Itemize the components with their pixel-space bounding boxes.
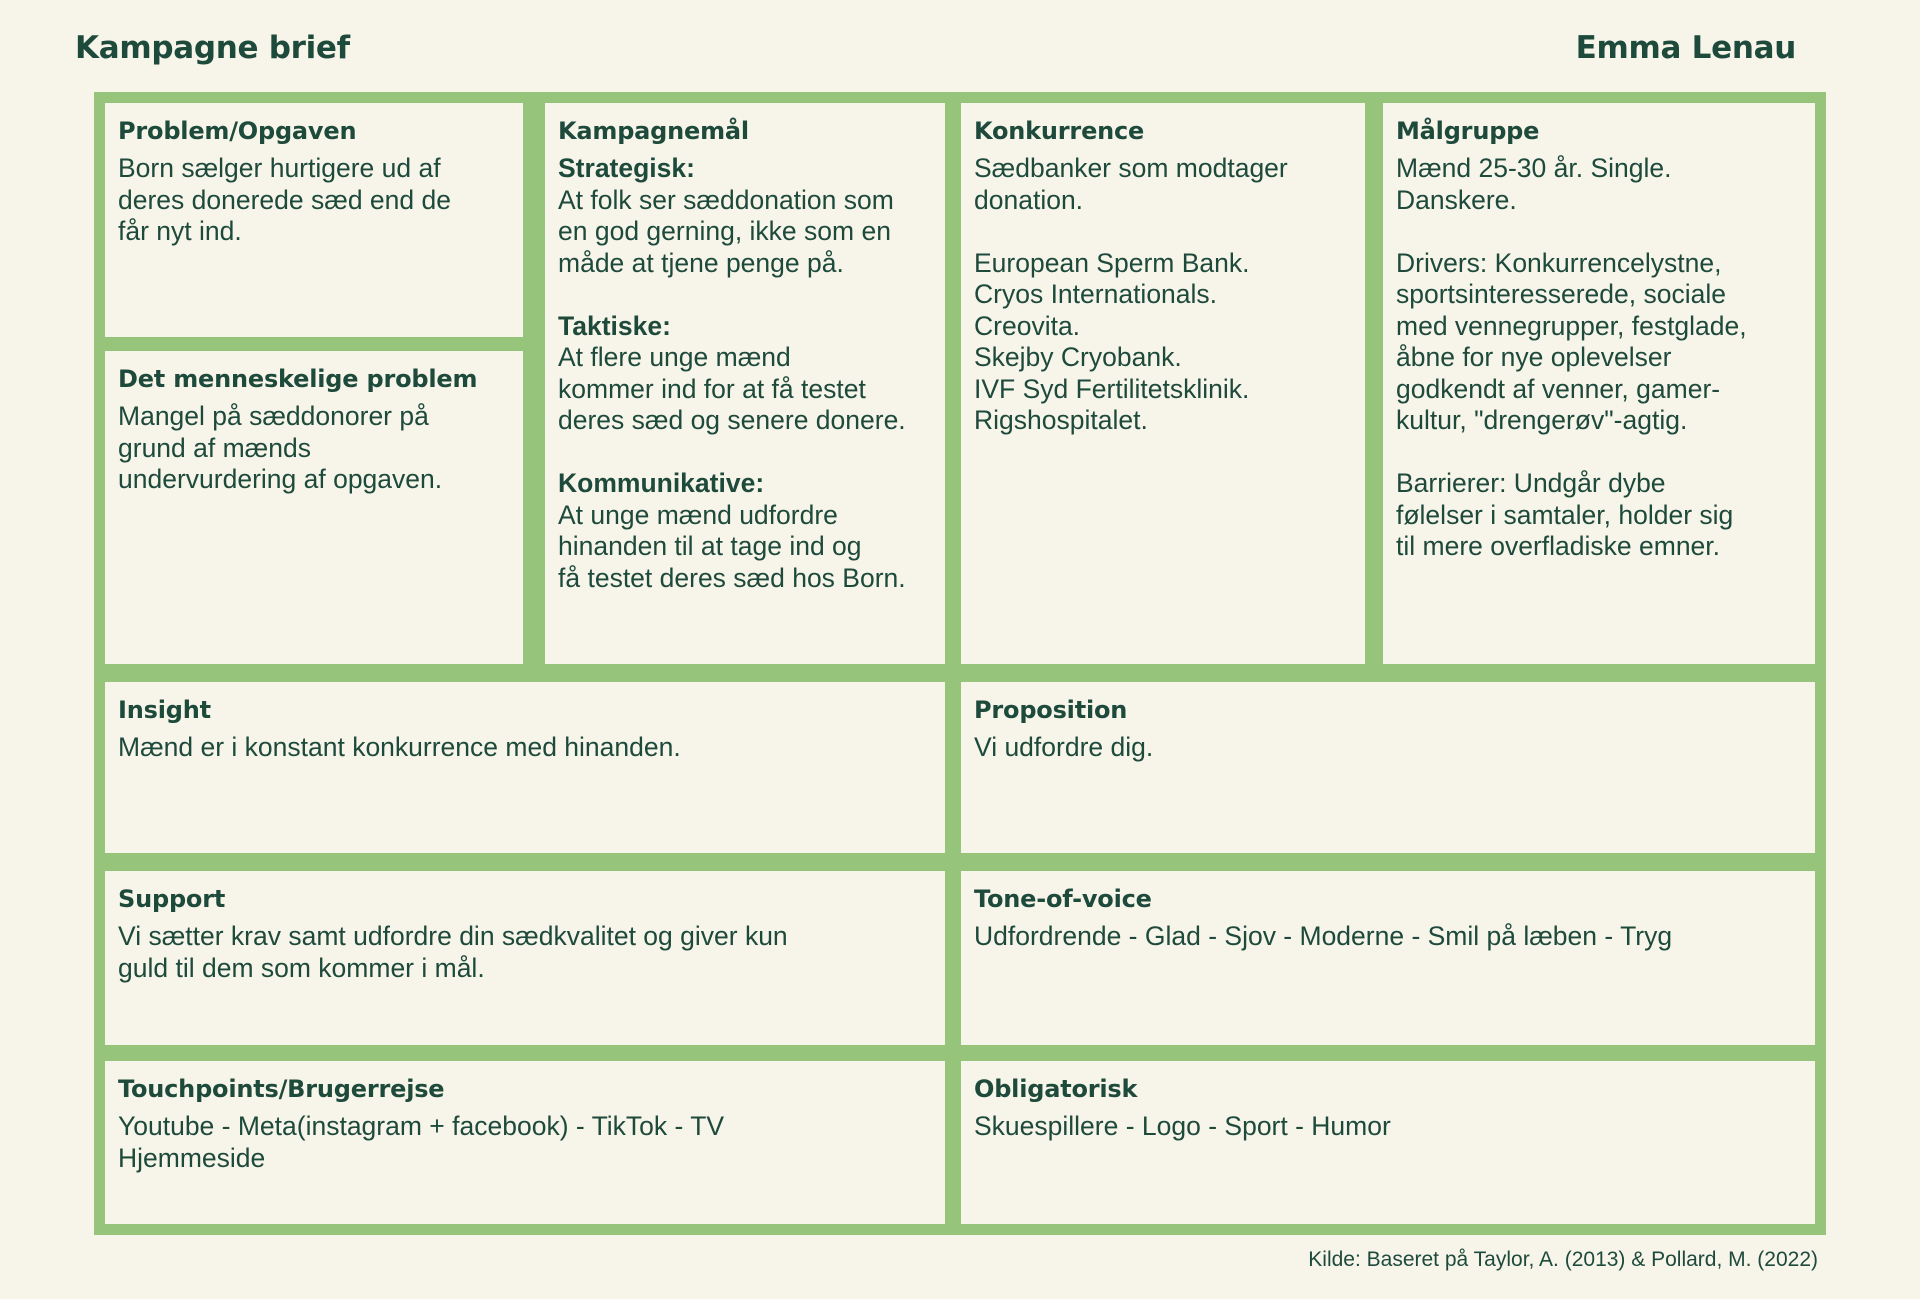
communicative-label: Kommunikative: — [558, 468, 765, 498]
mandatory-heading: Obligatorisk — [974, 1075, 1138, 1103]
problem-text: Born sælger hurtigere ud af deres donerede sæd end de får nyt ind. — [118, 153, 451, 246]
target-heading: Målgruppe — [1396, 117, 1540, 145]
tone-text: Udfordrende - Glad - Sjov - Moderne - Smil på læben - Tryg — [974, 921, 1673, 951]
goals-heading: Kampagnemål — [558, 117, 749, 145]
tactical-label: Taktiske: — [558, 310, 671, 341]
human-problem-text: Mangel på sæddonorer på grund af mænds undervurdering af opgaven. — [118, 401, 443, 494]
author-name: Emma Lenau — [1575, 30, 1796, 66]
tone-heading: Tone-of-voice — [974, 885, 1152, 913]
competitor-list: European Sperm Bank. Cryos Internationals. Creovita. Skejby Cryobank. IVF Syd Fertilitetsklinik. Rigshospitalet. — [974, 247, 1250, 435]
touchpoints-text: Youtube - Meta(instagram + facebook) - TikTok - TV Hjemmeside — [118, 1111, 725, 1173]
mandatory-cell — [961, 1061, 1815, 1224]
brief-grid — [94, 92, 1826, 1235]
support-text: Vi sætter krav samt udfordre din sædkvalitet og giver kun guld til dem som kommer i mål. — [118, 921, 788, 983]
source-citation: Kilde: Baseret på Taylor, A. (2013) & Pollard, M. (2022) — [1308, 1248, 1818, 1271]
target-demographics: Mænd 25-30 år. Single. Danskere. — [1396, 153, 1672, 215]
insight-cell — [105, 682, 945, 853]
support-heading: Support — [118, 885, 226, 913]
problem-heading: Problem/Opgaven — [118, 117, 357, 145]
competition-cell — [961, 103, 1365, 664]
competition-intro: Sædbanker som modtager donation. — [974, 153, 1288, 215]
page-title: Kampagne brief — [75, 30, 350, 66]
communicative-text: At unge mænd udfordre hinanden til at tage ind og få testet deres sæd hos Born. — [558, 499, 906, 593]
tactical-text: At flere unge mænd kommer ind for at få testet deres sæd og senere donere. — [558, 342, 906, 435]
support-cell — [105, 871, 945, 1045]
insight-text: Mænd er i konstant konkurrence med hinanden. — [118, 732, 681, 762]
goals-cell — [545, 103, 945, 664]
human-problem-heading: Det menneskelige problem — [118, 365, 478, 393]
strategic-text: At folk ser sæddonation som en god gerning, ikke som en måde at tjene penge på. — [558, 184, 894, 278]
target-cell — [1383, 103, 1815, 664]
touchpoints-heading: Touchpoints/Brugerrejse — [118, 1075, 445, 1103]
proposition-cell — [961, 682, 1815, 853]
touchpoints-cell — [105, 1061, 945, 1224]
human-problem-cell — [105, 351, 523, 664]
proposition-text: Vi udfordre dig. — [974, 732, 1154, 762]
insight-heading: Insight — [118, 696, 211, 724]
competition-heading: Konkurrence — [974, 117, 1145, 145]
proposition-heading: Proposition — [974, 696, 1128, 724]
target-barriers: Barrierer: Undgår dybe følelser i samtaler, holder sig til mere overfladiske emner. — [1396, 468, 1734, 561]
tone-cell — [961, 871, 1815, 1045]
problem-cell — [105, 103, 523, 337]
mandatory-text: Skuespillere - Logo - Sport - Humor — [974, 1111, 1391, 1141]
strategic-label: Strategisk: — [558, 153, 695, 183]
target-drivers: Drivers: Konkurrencelystne, sportsinteresserede, sociale med vennegrupper, festglade, åbne for nye oplevelser godkendt af venner, gamer- kultur, "drengerøv"-agtig. — [1396, 247, 1747, 435]
